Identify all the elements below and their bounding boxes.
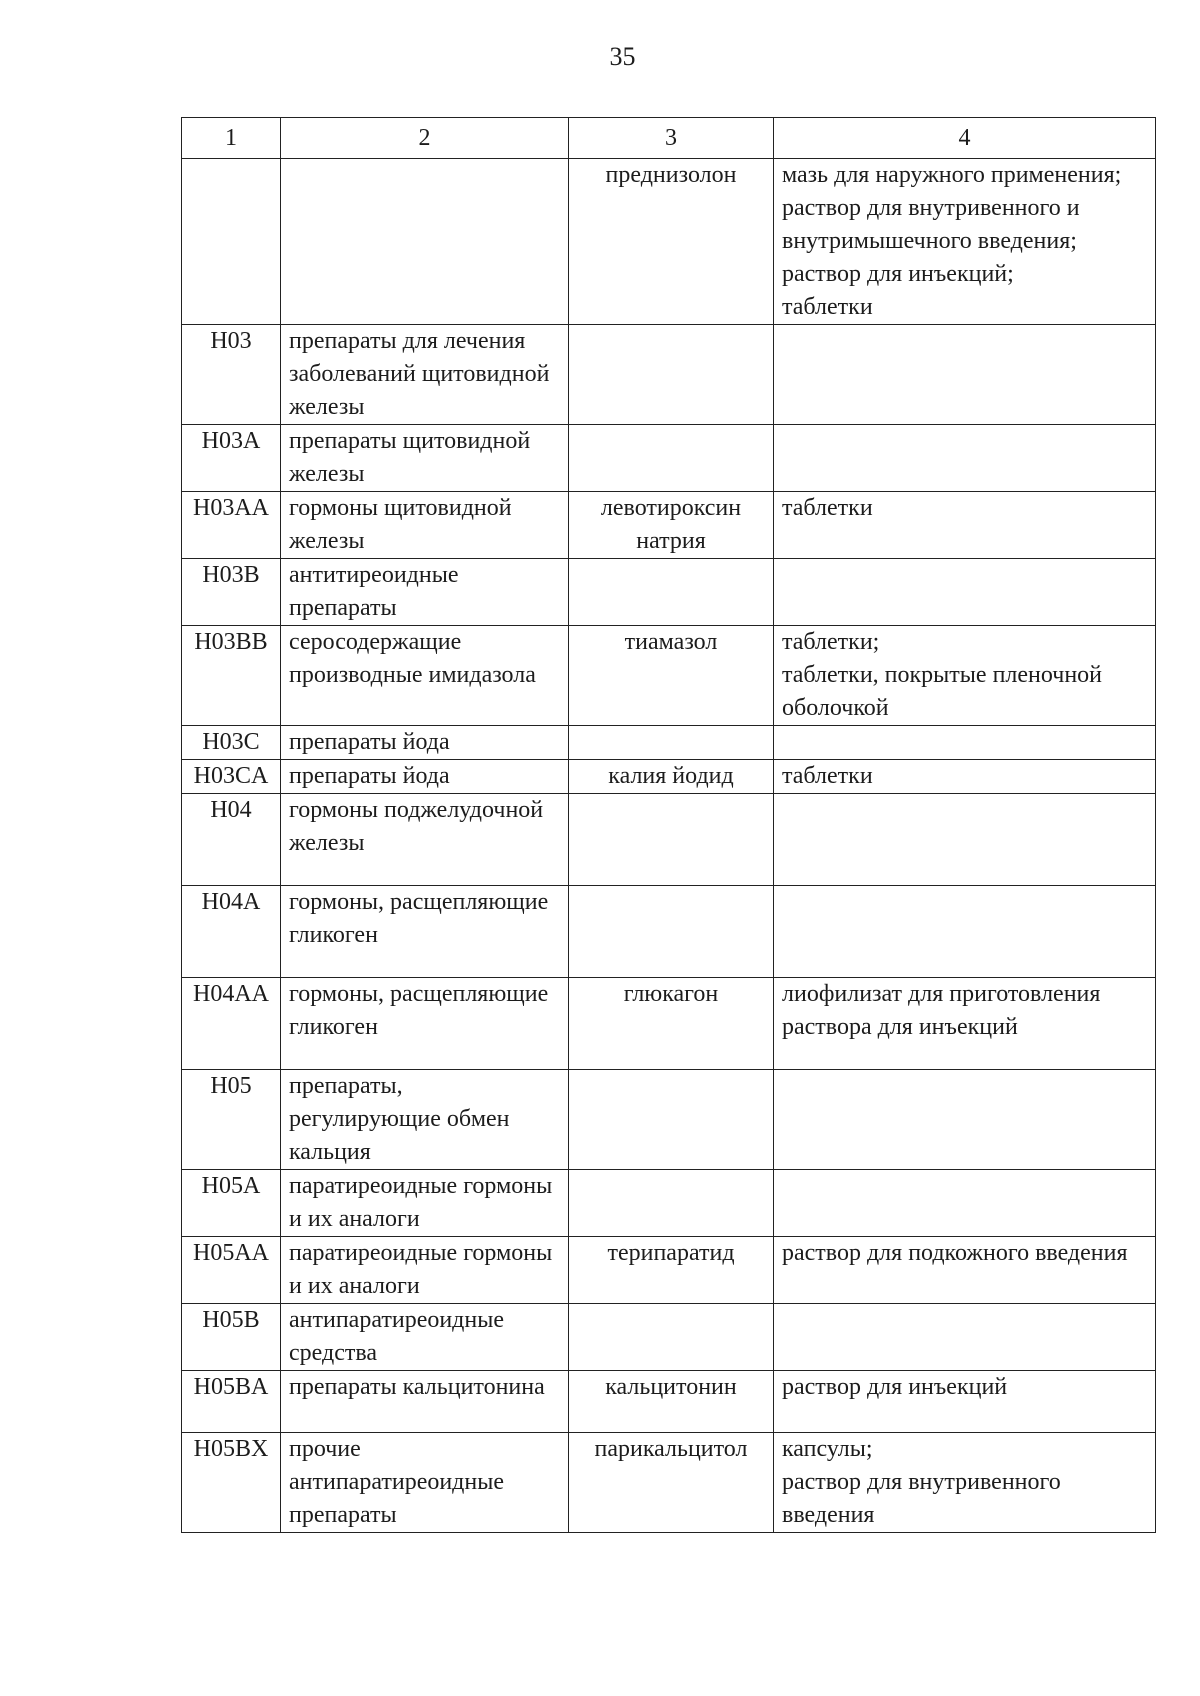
atc-code-cell: H04A: [182, 886, 281, 978]
atc-code-cell: H05B: [182, 1304, 281, 1371]
substance-cell: [569, 1070, 774, 1170]
group-name-cell: паратиреоидные гормоны и их аналоги: [281, 1237, 569, 1304]
substance-cell: парикальцитол: [569, 1433, 774, 1533]
atc-code-cell: H03BB: [182, 626, 281, 726]
table-row: [182, 978, 1156, 1070]
substance-cell: [569, 726, 774, 760]
substance-cell: [569, 559, 774, 626]
dosage-form-cell: [774, 559, 1156, 626]
column-header-3: 3: [569, 118, 774, 159]
substance-cell: кальцитонин: [569, 1371, 774, 1433]
group-name-cell: препараты, регулирующие обмен кальция: [281, 1070, 569, 1170]
table-row: [182, 760, 1156, 794]
group-name-cell: антитиреоидные препараты: [281, 559, 569, 626]
table-row: [182, 325, 1156, 425]
table-row: [182, 1237, 1156, 1304]
dosage-form-cell: [774, 794, 1156, 886]
table-row: [182, 1070, 1156, 1170]
atc-code-cell: H03C: [182, 726, 281, 760]
atc-code-cell: H03CA: [182, 760, 281, 794]
dosage-form-cell: [774, 886, 1156, 978]
substance-cell: [569, 1170, 774, 1237]
group-name-cell: гормоны щитовидной железы: [281, 492, 569, 559]
dosage-form-cell: таблетки: [774, 492, 1156, 559]
group-name-cell: паратиреоидные гормоны и их аналоги: [281, 1170, 569, 1237]
dosage-form-cell: лиофилизат для приготовления раствора для инъекций: [774, 978, 1156, 1070]
table-row: [182, 492, 1156, 559]
group-name-cell: препараты кальцитонина: [281, 1371, 569, 1433]
substance-cell: левотироксин натрия: [569, 492, 774, 559]
substance-cell: терипаратид: [569, 1237, 774, 1304]
dosage-form-cell: раствор для инъекций: [774, 1371, 1156, 1433]
atc-code-cell: H03A: [182, 425, 281, 492]
dosage-form-cell: таблетки: [774, 760, 1156, 794]
dosage-form-cell: таблетки; таблетки, покрытые пленочной оболочкой: [774, 626, 1156, 726]
table-row: [182, 726, 1156, 760]
table-row: [182, 159, 1156, 325]
substance-cell: калия йодид: [569, 760, 774, 794]
dosage-form-cell: [774, 325, 1156, 425]
substance-cell: тиамазол: [569, 626, 774, 726]
substance-cell: [569, 425, 774, 492]
table-row: [182, 794, 1156, 886]
substance-cell: [569, 325, 774, 425]
group-name-cell: [281, 159, 569, 325]
group-name-cell: препараты щитовидной железы: [281, 425, 569, 492]
substance-cell: [569, 886, 774, 978]
dosage-form-cell: мазь для наружного применения; раствор для внутривенного и внутримышечного введения; раствор для инъекций; таблетки: [774, 159, 1156, 325]
atc-code-cell: [182, 159, 281, 325]
atc-code-cell: H03: [182, 325, 281, 425]
header-row: [182, 118, 1156, 159]
group-name-cell: препараты йода: [281, 760, 569, 794]
column-header-1: 1: [182, 118, 281, 159]
table-row: [182, 886, 1156, 978]
substance-cell: преднизолон: [569, 159, 774, 325]
dosage-form-cell: [774, 1170, 1156, 1237]
atc-code-cell: H05AA: [182, 1237, 281, 1304]
dosage-form-cell: раствор для подкожного введения: [774, 1237, 1156, 1304]
dosage-form-cell: [774, 1304, 1156, 1371]
column-header-4: 4: [774, 118, 1156, 159]
atc-code-cell: H03B: [182, 559, 281, 626]
table-row: [182, 1304, 1156, 1371]
atc-code-cell: H05BA: [182, 1371, 281, 1433]
table-row: [182, 425, 1156, 492]
atc-code-cell: H03AA: [182, 492, 281, 559]
table-row: [182, 626, 1156, 726]
column-header-2: 2: [281, 118, 569, 159]
group-name-cell: прочие антипаратиреоидные препараты: [281, 1433, 569, 1533]
atc-code-cell: H05A: [182, 1170, 281, 1237]
drug-classification-table: [181, 117, 1156, 1533]
page-number: 35: [609, 42, 636, 71]
dosage-form-cell: [774, 726, 1156, 760]
atc-code-cell: H05BX: [182, 1433, 281, 1533]
group-name-cell: гормоны поджелудочной железы: [281, 794, 569, 886]
group-name-cell: антипаратиреоидные средства: [281, 1304, 569, 1371]
atc-code-cell: H05: [182, 1070, 281, 1170]
substance-cell: [569, 794, 774, 886]
dosage-form-cell: [774, 425, 1156, 492]
table-row: [182, 1170, 1156, 1237]
atc-code-cell: H04AA: [182, 978, 281, 1070]
table-row: [182, 1433, 1156, 1533]
group-name-cell: гормоны, расщепляющие гликоген: [281, 978, 569, 1070]
atc-code-cell: H04: [182, 794, 281, 886]
group-name-cell: препараты для лечения заболеваний щитовидной железы: [281, 325, 569, 425]
group-name-cell: препараты йода: [281, 726, 569, 760]
substance-cell: [569, 1304, 774, 1371]
table-body: [182, 118, 1156, 1533]
group-name-cell: серосодержащие производные имидазола: [281, 626, 569, 726]
dosage-form-cell: [774, 1070, 1156, 1170]
table-row: [182, 559, 1156, 626]
dosage-form-cell: капсулы; раствор для внутривенного введения: [774, 1433, 1156, 1533]
substance-cell: глюкагон: [569, 978, 774, 1070]
group-name-cell: гормоны, расщепляющие гликоген: [281, 886, 569, 978]
table-row: [182, 1371, 1156, 1433]
